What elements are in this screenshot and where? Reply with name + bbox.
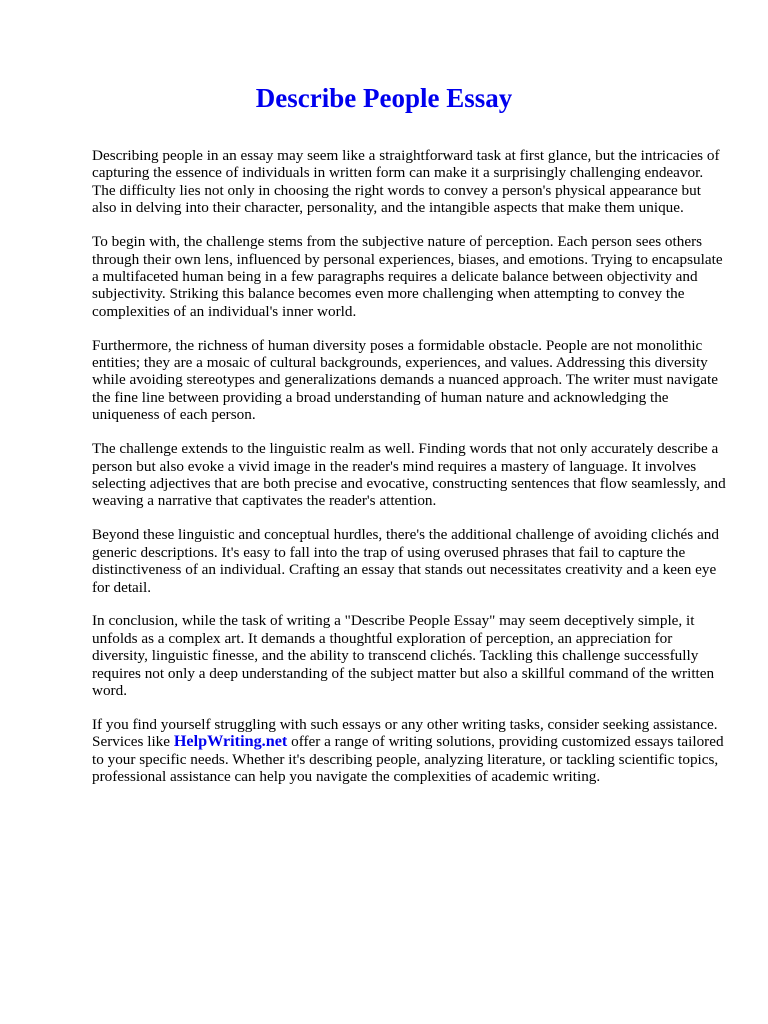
essay-body: [92, 147, 726, 802]
page-title: Describe People Essay: [255, 83, 513, 113]
paragraph-1: Describing people in an essay may seem like a straightforward task at first glance, but the intricacies of capturing the essence of individuals in written form can make it a surprisingly challenging endeavor. The difficulty lies not only in choosing the right words to convey a person's physical appearance but also in delving into their character, personality, and the intangible aspects that make them unique.: [92, 147, 720, 217]
paragraph-6: In conclusion, while the task of writing a "Describe People Essay" may seem deceptively simple, it unfolds as a complex art. It demands a thoughtful exploration of perception, an appreciation for diversity, linguistic finesse, and the ability to transcend clichés. Tackling this challenge successfully requires not only a deep understanding of the subject matter but also a skillful command of the written word.: [92, 612, 715, 700]
paragraph-7-after-link: offer a range of writing solutions, providing customized essays tailored to your specific needs. Whether it's describing people, analyzing literature, or tackling scientific topics, professional assistance can help you navigate the complexities of academic writing.: [92, 733, 724, 786]
paragraph-5: Beyond these linguistic and conceptual hurdles, there's the additional challenge of avoiding clichés and generic descriptions. It's easy to fall into the trap of using overused phrases that fail to capture the distinctiveness of an individual. Crafting an essay that stands out necessitates creativity and a keen eye for detail.: [92, 526, 719, 596]
paragraph-4: The challenge extends to the linguistic realm as well. Finding words that not only accurately describe a person but also evoke a vivid image in the reader's mind requires a mastery of language. It involves selecting adjectives that are both precise and evocative, constructing sentences that flow seamlessly, and weaving a narrative that captivates the reader's attention.: [92, 440, 726, 510]
paragraph-2: To begin with, the challenge stems from the subjective nature of perception. Each person sees others through their own lens, influenced by personal experiences, biases, and emotions. Trying to encapsulate a multifaceted human being in a few paragraphs requires a delicate balance between objectivity and subjectivity. Striking this balance becomes even more challenging when attempting to convey the complexities of an individual's inner world.: [92, 233, 723, 320]
paragraph-7: [92, 716, 726, 786]
helpwriting-link[interactable]: HelpWriting.net: [173, 732, 288, 751]
paragraph-3: Furthermore, the richness of human diversity poses a formidable obstacle. People are not monolithic entities; they are a mosaic of cultural backgrounds, experiences, and values. Addressing this diversity while avoiding stereotypes and generalizations demands a nuanced approach. The writer must navigate the fine line between providing a broad understanding of human nature and acknowledging the uniqueness of each person.: [92, 336, 718, 424]
paragraph-7-before-link: If you find yourself struggling with such essays or any other writing tasks, consider seeking assistance. Services like: [92, 715, 718, 751]
